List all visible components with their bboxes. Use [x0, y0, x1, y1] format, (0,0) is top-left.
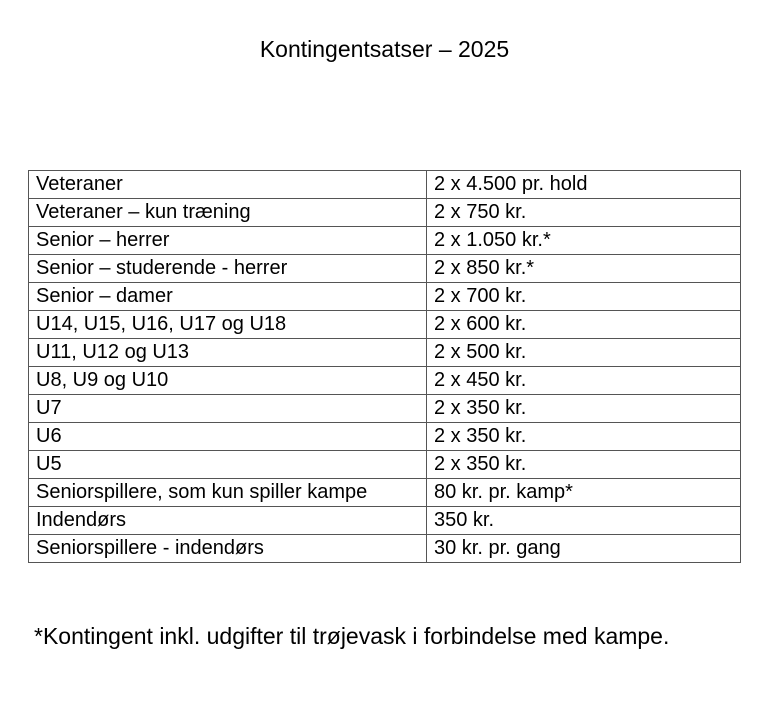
price-cell: 2 x 500 kr.: [427, 339, 741, 367]
category-cell: Senior – damer: [29, 283, 427, 311]
price-cell: 2 x 600 kr.: [427, 311, 741, 339]
category-cell: Senior – studerende - herrer: [29, 255, 427, 283]
price-cell: 2 x 350 kr.: [427, 423, 741, 451]
price-cell: 80 kr. pr. kamp*: [427, 479, 741, 507]
table-row: [29, 535, 741, 563]
page-title: Kontingentsatser – 2025: [259, 36, 510, 62]
price-cell: 2 x 850 kr.*: [427, 255, 741, 283]
category-cell: U5: [29, 451, 427, 479]
category-cell: Senior – herrer: [29, 227, 427, 255]
price-cell: 2 x 350 kr.: [427, 395, 741, 423]
table-row: [29, 227, 741, 255]
footnote: *Kontingent inkl. udgifter til trøjevask i forbindelse med kampe.: [34, 623, 670, 649]
table-row: [29, 507, 741, 535]
category-cell: U14, U15, U16, U17 og U18: [29, 311, 427, 339]
price-cell: 2 x 700 kr.: [427, 283, 741, 311]
category-cell: U7: [29, 395, 427, 423]
price-cell: 2 x 450 kr.: [427, 367, 741, 395]
category-cell: U6: [29, 423, 427, 451]
price-cell: 350 kr.: [427, 507, 741, 535]
table-row: [29, 479, 741, 507]
rates-table: [28, 170, 741, 563]
category-cell: Veteraner: [29, 171, 427, 199]
table-row: [29, 311, 741, 339]
table-row: [29, 255, 741, 283]
category-cell: Seniorspillere - indendørs: [29, 535, 427, 563]
price-cell: 30 kr. pr. gang: [427, 535, 741, 563]
category-cell: U8, U9 og U10: [29, 367, 427, 395]
table-row: [29, 367, 741, 395]
table-row: [29, 395, 741, 423]
category-cell: Seniorspillere, som kun spiller kampe: [29, 479, 427, 507]
category-cell: Indendørs: [29, 507, 427, 535]
category-cell: Veteraner – kun træning: [29, 199, 427, 227]
table-row: [29, 339, 741, 367]
price-cell: 2 x 1.050 kr.*: [427, 227, 741, 255]
table-row: [29, 451, 741, 479]
category-cell: U11, U12 og U13: [29, 339, 427, 367]
table-row: [29, 199, 741, 227]
price-cell: 2 x 4.500 pr. hold: [427, 171, 741, 199]
table-row: [29, 171, 741, 199]
table-row: [29, 283, 741, 311]
price-cell: 2 x 750 kr.: [427, 199, 741, 227]
table-row: [29, 423, 741, 451]
price-cell: 2 x 350 kr.: [427, 451, 741, 479]
